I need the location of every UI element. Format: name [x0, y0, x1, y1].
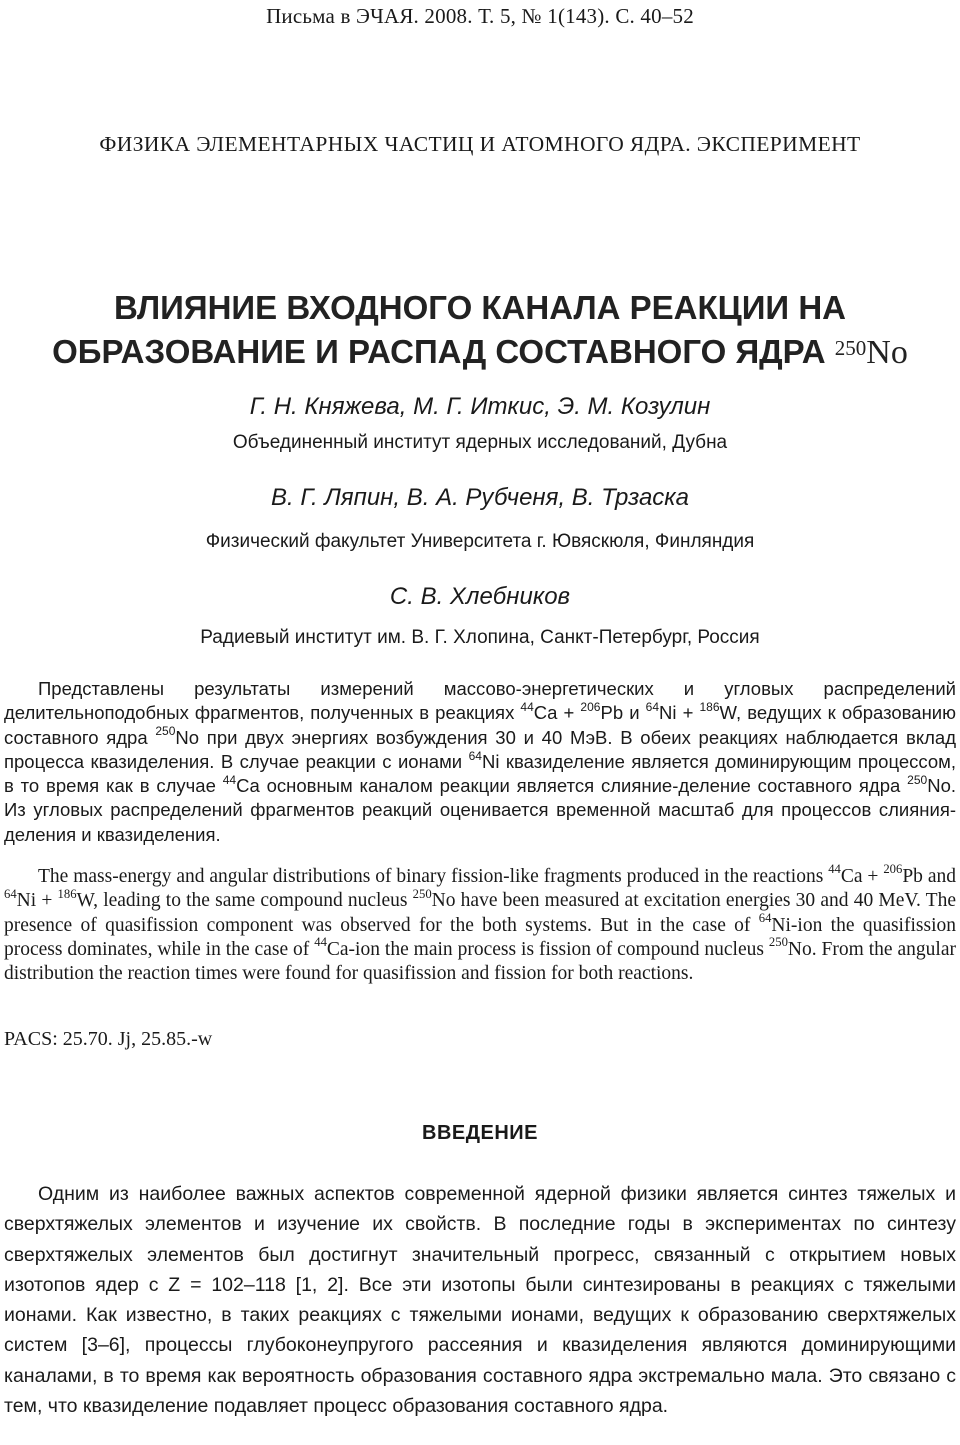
affiliation-3: Радиевый институт им. В. Г. Хлопина, Санкт-Петербург, Россия: [200, 627, 760, 648]
abstract-ru-text: Ca основным каналом реакции является слияние-деление составного ядра: [236, 775, 908, 797]
author-group-1: Г. Н. Княжева, М. Г. Иткис, Э. М. Козулин: [249, 393, 711, 420]
abstract-en-text: Ca +: [840, 866, 884, 887]
abstract-russian: [4, 677, 956, 847]
mass-number: 44: [222, 772, 237, 787]
mass-number: 250: [768, 935, 788, 950]
mass-number: 186: [57, 886, 77, 901]
abstract-en-text: Ni +: [16, 890, 58, 912]
mass-number: 250: [412, 886, 432, 901]
mass-number: 64: [645, 699, 660, 714]
section-title: ФИЗИКА ЭЛЕМЕНТАРНЫХ ЧАСТИЦ И АТОМНОГО ЯДРА. ЭКСПЕРИМЕНТ: [99, 132, 861, 156]
abstract-en-text: No. From the angular distribution the reaction times were found for quasifission and fission for both reactions.: [4, 938, 956, 985]
abstract-en-text: W, leading to the same compound nucleus: [76, 890, 413, 912]
mass-number: 250: [155, 724, 176, 739]
paper-title: [0, 286, 960, 375]
title-nucleus-mass: 250: [834, 336, 867, 360]
affiliation-1: Объединенный институт ядерных исследований, Дубна: [232, 432, 728, 453]
mass-number: 64: [468, 748, 482, 763]
introduction-paragraph: [4, 1179, 956, 1421]
abstract-english: [4, 862, 956, 986]
introduction-body: [4, 1179, 956, 1421]
abstract-en-text: Ca-ion the main process is fission of compound nucleus: [326, 938, 769, 960]
mass-number: 44: [828, 862, 841, 877]
abstract-ru-text: Ca +: [533, 702, 581, 724]
introduction-text: Одним из наиболее важных аспектов современной ядерной физики является синтез тяжелых и сверхтяжелых элементов и изучение их свойств. В последние годы в экспериментах по синтезу сверхтяжелых элементов был достигнут значительный прогресс, связанный с открытием новых изотопов ядер с Z = 102–118 [1, 2]. Все эти изотопы были синтезированы в реакциях с тяжелыми ионами. Как известно, в таких реакциях с тяжелыми ионами, ведущих к образованию сверхтяжелых систем [3–6], процессы глубоконеупругого рассеяния и квазиделения являются доминирующими каналами, в то время как вероятность образования составного ядра экстремально мала. Это связано с тем, что квазиделение подавляет процесс образования составного ядра.: [4, 1183, 956, 1418]
mass-number: 44: [520, 699, 534, 714]
abstract-en-text: No have been measured at excitation energies 30 and 40 MeV. The presence of quasifission component was observed for the both systems. But in the case of: [4, 890, 956, 936]
title-nucleus: [835, 334, 908, 371]
introduction-heading: ВВЕДЕНИЕ: [422, 1122, 538, 1144]
paper-title-line-2: [0, 330, 960, 375]
abstract-ru-paragraph: [4, 677, 956, 847]
paper-title-line-1: ВЛИЯНИЕ ВХОДНОГО КАНАЛА РЕАКЦИИ НА: [114, 289, 846, 326]
mass-number: 64: [758, 910, 772, 925]
abstract-ru-text: No при двух энергиях возбуждения 30 и 40 МэВ. В обеих реакциях наблюдается вклад процесса квазиделения. В случае реакции с ионами: [4, 726, 956, 772]
abstract-ru-text: W, ведущих к образованию составного ядра: [4, 702, 956, 748]
abstract-ru-text: Ni квазиделение является доминирующим процессом, в то время как в случае: [4, 750, 956, 797]
abstract-en-paragraph: [4, 862, 956, 986]
abstract-en-text: The mass-energy and angular distributions of binary fission-like fragments produced in the reactions: [38, 866, 829, 887]
mass-number: 206: [580, 699, 601, 714]
running-head: Письма в ЭЧАЯ. 2008. Т. 5, № 1(143). С. 40–52: [266, 4, 694, 28]
abstract-ru-text: Ni +: [659, 702, 700, 724]
mass-number: 250: [907, 772, 928, 787]
abstract-ru-text: Pb и: [600, 702, 646, 724]
abstract-en-text: Ni-ion the quasifission process dominates, while in the case of: [4, 914, 956, 960]
paper-title-line-2-text: ОБРАЗОВАНИЕ И РАСПАД СОСТАВНОГО ЯДРА: [52, 333, 826, 370]
pacs-codes: PACS: 25.70. Jj, 25.85.-w: [4, 1028, 213, 1050]
title-nucleus-symbol: No: [866, 334, 908, 371]
mass-number: 186: [699, 699, 720, 714]
mass-number: 64: [4, 886, 17, 901]
author-group-2: В. Г. Ляпин, В. А. Рубченя, В. Трзаска: [271, 484, 689, 511]
author-group-3: С. В. Хлебников: [389, 583, 571, 610]
mass-number: 44: [314, 935, 327, 950]
abstract-ru-text: Представлены результаты измерений массово-энергетических и угловых распределений делительноподобных фрагментов, полученных в реакциях: [4, 678, 956, 724]
abstract-en-text: Pb and: [902, 866, 956, 887]
abstract-ru-text: No. Из угловых распределений фрагментов реакций оценивается временной масштаб для процессов слияния-деления и квазиделения.: [4, 775, 956, 845]
affiliation-2: Физический факультет Университета г. Ювяскюля, Финляндия: [205, 531, 755, 552]
mass-number: 206: [883, 862, 903, 877]
